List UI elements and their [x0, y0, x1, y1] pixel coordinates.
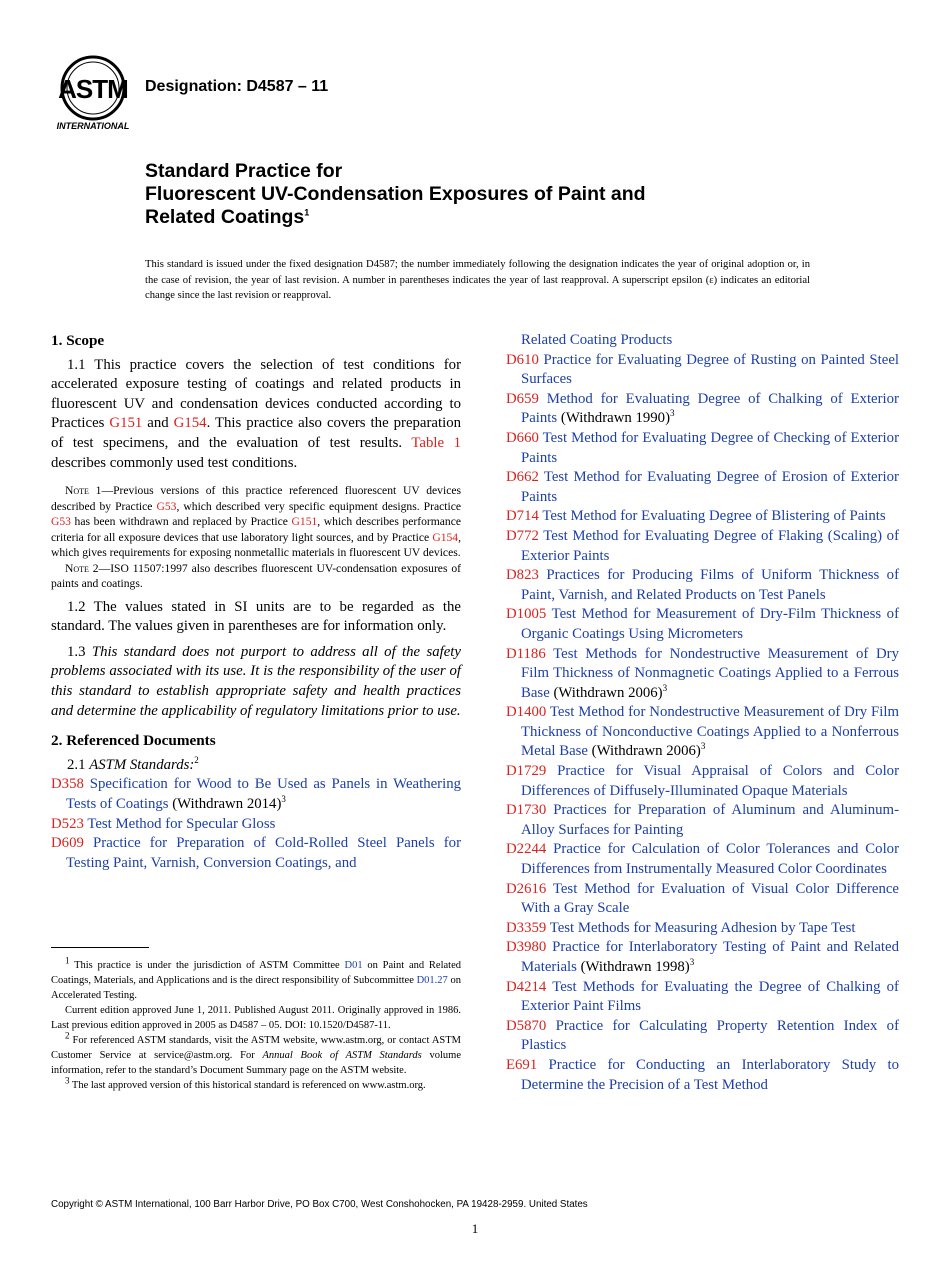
astm-standards-subheading: 2.1 ASTM Standards:$^2$: [67, 754, 199, 773]
reference-title[interactable]: Test Method for Evaluating Degree of Flaking (Scaling) of Exterior Paints: [521, 527, 899, 564]
link-d01-27[interactable]: D01.27: [416, 975, 448, 986]
reference-title[interactable]: Test Methods for Measuring Adhesion by Tape Test: [549, 919, 856, 936]
reference-title[interactable]: Test Method for Evaluation of Visual Color Difference With a Gray Scale: [521, 880, 899, 917]
reference-item: [506, 801, 899, 840]
svg-text:INTERNATIONAL: INTERNATIONAL: [56, 121, 130, 131]
reference-item: [506, 605, 899, 644]
reference-code[interactable]: D659: [506, 390, 539, 407]
link-table-1[interactable]: Table 1: [411, 434, 461, 451]
reference-title[interactable]: Test Method for Specular Gloss: [87, 815, 276, 832]
reference-item: [506, 527, 899, 566]
title-line-3: Related Coatings$^1$: [145, 206, 310, 228]
reference-code[interactable]: D1005: [506, 606, 547, 623]
link-g53[interactable]: G53: [156, 499, 177, 513]
astm-logo: [50, 52, 136, 132]
reference-title[interactable]: Test Method for Nondestructive Measurement of Dry Film Thickness of Nonconductive Coatings Applied to a Nonferrous Metal Base: [521, 704, 899, 760]
link-d01[interactable]: D01: [344, 960, 363, 971]
svg-text:ASTM: ASTM: [58, 74, 128, 104]
reference-title[interactable]: Test Method for Evaluating Degree of Checking of Exterior Paints: [521, 429, 899, 466]
reference-code[interactable]: D660: [506, 429, 539, 446]
reference-title[interactable]: Practice for Visual Appraisal of Colors and Color Differences of Diffusely-Illuminated Opaque Materials: [521, 763, 900, 799]
reference-title[interactable]: Test Methods for Nondestructive Measurement of Dry Film Thickness of Nonmagnetic Coatings Applied to a Ferrous Base: [521, 645, 899, 701]
link-g53[interactable]: G53: [51, 515, 71, 529]
reference-item: D358 Specification for Wood to Be Used as Panels in Weathering Tests of Coatings (Withdrawn 2014)$^3$: [51, 776, 461, 812]
reference-item: [506, 1056, 899, 1095]
page-number: 1: [471, 1221, 479, 1236]
scope-heading: 1. Scope: [51, 332, 105, 349]
reference-code[interactable]: D772: [506, 527, 539, 544]
reference-code[interactable]: D523: [51, 815, 84, 832]
reference-title[interactable]: Practice for Calculation of Color Tolerances and Color Differences from Instrumentally Measured Color Coordinates: [521, 841, 900, 878]
reference-code[interactable]: D1730: [506, 802, 547, 819]
reference-title[interactable]: Test Method for Evaluating Degree of Blistering of Paints: [542, 508, 886, 525]
reference-status: (Withdrawn 1998): [576, 959, 690, 975]
reference-item: [506, 468, 899, 507]
reference-title[interactable]: Method for Evaluating Degree of Chalking of Exterior Paints: [521, 390, 899, 427]
reference-title[interactable]: Practice for Conducting an Interlaboratory Study to Determine the Precision of a Test Method: [521, 1056, 899, 1093]
reference-item: [506, 1017, 899, 1056]
reference-status: (Withdrawn 1990): [557, 410, 671, 427]
reference-item: [506, 919, 899, 939]
reference-item: [506, 938, 899, 977]
scope-paragraph-1-1: 1.1 This practice covers the selection of test conditions for accelerated exposure testing of coatings and related products in fluorescent UV and condensation devices conducted according to Practices G151 and G154. This practice also covers the preparation of test specimens, and the evaluation of test results. Table 1 describes commonly used test conditions.: [51, 356, 462, 471]
reference-title[interactable]: Practices for Preparation of Aluminum and Aluminum-Alloy Surfaces for Painting: [521, 802, 899, 838]
reference-item: [506, 566, 899, 605]
footnote-1-edition: Current edition approved June 1, 2011. Published August 2011. Originally approved in 1986. Last previous edition approved in 2005 as D4587 – 05. DOI: 10.1520/D4587-11.: [51, 1005, 461, 1031]
note-1: Note 1—Previous versions of this practice referenced fluorescent UV devices described by Practice G53, which described very specific equipment designs. Practice G53 has been withdrawn and replaced by Practice G151, which describes performance criteria for all exposure devices that use laboratory light sources, and by Practice G154, which gives requirements for exposing nonmetallic materials in fluorescent UV devices.: [51, 484, 462, 560]
footnote-2: $^2$ For referenced ASTM standards, visit the ASTM website, www.astm.org, or contact ASTM Customer Service at service@astm.org. For Annual Book of ASTM Standards volume information, refer to the standard’s Document Summary page on the ASTM website.: [51, 1030, 461, 1076]
reference-title[interactable]: Practice for Calculating Property Retention Index of Plastics: [521, 1017, 899, 1054]
link-g151[interactable]: G151: [109, 415, 143, 432]
reference-status: (Withdrawn 2006): [587, 743, 701, 760]
reference-code[interactable]: D823: [506, 567, 539, 584]
reference-code[interactable]: D2616: [506, 880, 547, 897]
reference-code[interactable]: D610: [506, 351, 539, 368]
reference-item: [506, 507, 899, 527]
scope-paragraph-1-3: 1.3 This standard does not purport to address all of the safety problems associated with its use. It is the responsibility of the user of this standard to establish appropriate safety and health practices and determine the applicability of regulatory limitations prior to use.: [51, 643, 461, 719]
reference-code[interactable]: D2244: [506, 841, 547, 858]
title-footnote-mark: 1: [304, 207, 310, 218]
reference-code[interactable]: D1729: [506, 763, 547, 780]
footnotes: [51, 955, 461, 1093]
reference-list-left: [51, 775, 461, 873]
reference-code[interactable]: D609: [51, 835, 84, 852]
left-column: [51, 331, 461, 873]
reference-code[interactable]: D358: [51, 776, 84, 793]
reference-continuation: [506, 331, 899, 351]
link-g151[interactable]: G151: [291, 515, 318, 529]
scope-paragraph-1-2: 1.2 The values stated in SI units are to be regarded as the standard. The values given in parentheses are for information only.: [51, 598, 461, 635]
reference-code[interactable]: D3980: [506, 939, 547, 956]
issue-note: This standard is issued under the fixed designation D4587; the number immediately following the designation indicates the year of original adoption or, in the case of revision, the year of last revision. A number in parentheses indicates the year of last reapproval. A superscript epsilon (ε) indicates an editorial change since the last revision or reapproval.: [145, 259, 810, 301]
reference-code[interactable]: D5870: [506, 1017, 547, 1034]
footnote-mark: 3: [700, 741, 706, 752]
reference-item: [506, 390, 899, 429]
link-g154[interactable]: G154: [173, 415, 207, 432]
footnote-mark: 3: [670, 408, 675, 419]
footnote-divider: [51, 947, 149, 948]
reference-code[interactable]: D714: [506, 508, 539, 525]
reference-item: [506, 880, 899, 919]
reference-item: [506, 645, 899, 704]
reference-item: [506, 840, 899, 879]
title-line-2: Fluorescent UV-Condensation Exposures of Paint and: [145, 183, 646, 205]
footnote-mark: 3: [662, 682, 668, 693]
reference-code[interactable]: D1186: [506, 645, 546, 662]
designation: Designation: D4587 – 11: [145, 78, 329, 95]
document-title: [145, 160, 845, 229]
reference-title[interactable]: Related Coating Products: [521, 332, 673, 348]
reference-item: [51, 815, 461, 835]
reference-item: [506, 429, 899, 468]
reference-list-right: [506, 351, 899, 1096]
reference-item: [51, 834, 461, 873]
footnote-1: $^1$ This practice is under the jurisdiction of ASTM Committee D01 on Paint and Related Coatings, Materials, and Applications and is the direct responsibility of Subcommittee D01.27 on Accelerated Testing.: [51, 955, 461, 1001]
footnote-3: $^3$ The last approved version of this historical standard is referenced on www.astm.org.: [65, 1075, 426, 1091]
copyright-notice: Copyright © ASTM International, 100 Barr Harbor Drive, PO Box C700, West Conshohocken, PA 19428-2959. United States: [51, 1199, 588, 1210]
referenced-documents-heading: 2. Referenced Documents: [51, 732, 216, 750]
note-2: Note 2—ISO 11507:1997 also describes fluorescent UV-condensation exposures of paints and coatings.: [51, 561, 461, 591]
reference-title[interactable]: Practice for Evaluating Degree of Rusting on Painted Steel Surfaces: [521, 351, 900, 388]
reference-title[interactable]: Test Method for Measurement of Dry-Film Thickness of Organic Coatings Using Micrometers: [521, 606, 899, 642]
reference-item: [506, 703, 899, 762]
reference-item: [506, 978, 899, 1017]
reference-item: [506, 351, 899, 390]
reference-title[interactable]: Test Method for Evaluating Degree of Erosion of Exterior Paints: [521, 469, 899, 505]
reference-code[interactable]: D4214: [506, 978, 547, 995]
right-column: [506, 331, 899, 1095]
reference-title[interactable]: Practice for Preparation of Cold-Rolled Steel Panels for Testing Paint, Varnish, Conversion Coatings, and: [66, 835, 461, 871]
reference-item: [506, 762, 899, 801]
link-g154[interactable]: G154: [432, 530, 459, 544]
reference-status: (Withdrawn 2006): [549, 684, 663, 701]
reference-title[interactable]: Test Methods for Evaluating the Degree of Chalking of Exterior Paint Films: [521, 978, 899, 1015]
reference-title[interactable]: Practices for Producing Films of Uniform Thickness of Paint, Varnish, and Related Products on Test Panels: [521, 567, 899, 603]
reference-code[interactable]: D662: [506, 469, 539, 486]
title-line-1: Standard Practice for: [145, 160, 343, 182]
reference-code[interactable]: D1400: [506, 704, 547, 721]
reference-code[interactable]: D3359: [506, 919, 547, 936]
reference-title[interactable]: Specification for Wood to Be Used as Panels in Weathering Tests of Coatings: [66, 776, 461, 812]
reference-title[interactable]: Practice for Interlaboratory Testing of Paint and Related Materials: [521, 939, 900, 975]
footnote-mark: 3: [689, 957, 695, 968]
reference-code[interactable]: E691: [506, 1056, 538, 1073]
